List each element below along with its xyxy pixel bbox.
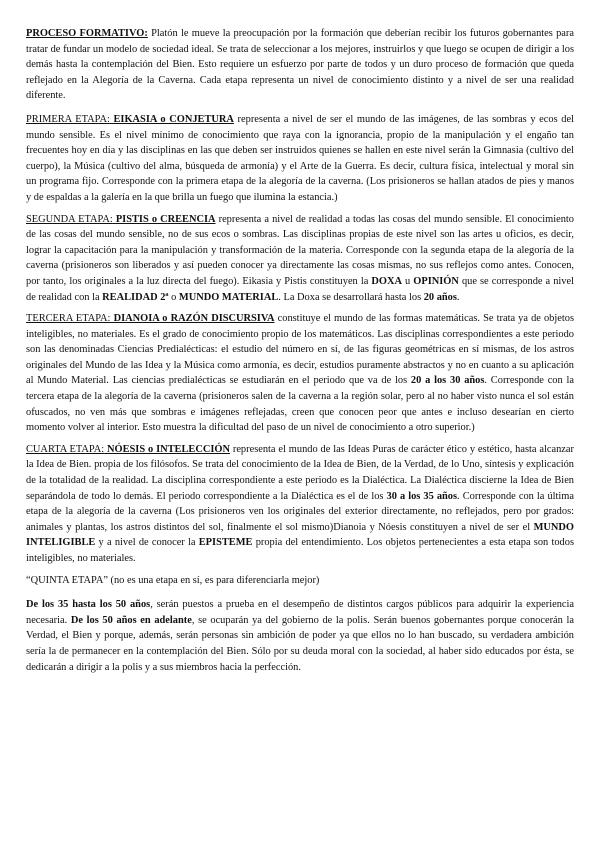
term-opinion: OPINIÓN [413,275,459,287]
document-page [26,26,574,681]
tercera-etapa-text: constituye el mundo de las formas matemáticas. Se trata ya de objetos inteligibles, no materiales. Es el grado de conocimiento propio de los matemáticos. Las disciplinas correspondientes a este periodo son las denominadas Ciencias Predialécticas: el estudio del número en sí, de las figuras geométricas en sí mismas, de los astros originales del Mundo de las Idea y la Música como armonía, es decir, estudios puramente abstractos y no en cuanto a su aplicación al Mundo Material. Las ciencias predialécticas se estudiarán en el periodo que va de los [26,313,575,387]
quinta-etapa-text: “QUINTA ETAPA” (no es una etapa en sí, es para diferenciarla mejor) [26,574,320,586]
segunda-etapa-text: . La Doxa se desarrollará hasta los [278,291,424,303]
cuarta-etapa-text: y a nivel de conocer la [95,537,199,549]
paragraph-segunda-etapa [26,212,574,306]
stage-label-primera: PRIMERA ETAPA: [26,113,110,125]
years-dianoia: 20 a los 30 años [410,375,485,387]
paragraph-tercera-etapa [26,311,574,436]
cuarta-etapa-text: representa el mundo de las Ideas Puras de carácter ético y estético, hasta alcanzar la Idea de Bien. propia de los filósofos. Se trata del conocimiento de la Idea de Bien, de la Verdad, de lo Uno, síntesis y explicación de la totalidad de la realidad. La disciplina correspondiente a este periodo es la Dialéctica. La Dialéctica discierne la Idea de Bien separándola de todo lo demás. El periodo correspondiente a la Dialéctica es el de los [26,443,574,502]
term-doxa: DOXA [371,275,402,287]
segunda-etapa-text: que se corresponde a nivel de realidad con la [26,275,574,303]
years-35-50: De los 35 hasta los 50 años [26,599,151,611]
stage-label-segunda: SEGUNDA ETAPA: [26,213,113,225]
term-eikasia: EIKASIA o CONJETURA [113,113,234,125]
term-episteme: EPISTEME [198,537,253,549]
term-realidad: REALIDAD 2ª [102,291,169,303]
term-mundo-inteligible: MUNDO INTELIGIBLE [26,521,574,549]
term-pistis: PISTIS o CREENCIA [115,213,216,225]
segunda-etapa-text: u [401,275,414,287]
years-50-onward: De los 50 años en adelante [70,614,192,626]
paragraph-final [26,597,574,675]
stage-label-cuarta: CUARTA ETAPA: [26,443,105,455]
tercera-etapa-text: . Corresponde con la tercera etapa de la alegoría de la caverna (prisioneros salen de la caverna a la región solar, pero al no haber visto nunca el sol están ofuscados, no ven más que sombras e imágenes reflejadas, creen que conocen peor que antes e incluso desearían en cierto momento volver al interior. Esto muestra la dificultad del paso de un nivel de conocimiento a otro superior.) [26,375,574,434]
final-text: , serán puestos a prueba en el desempeño de distintos cargos públicos para adquirir la experiencia necesaria. [26,599,574,626]
segunda-etapa-text: o [168,291,179,303]
paragraph-quinta-etapa [26,573,574,589]
final-text: , se ocuparán ya del gobierno de la polis. Serán buenos gobernantes porque conocerán la Verdad, el Bien y porque, además, serán personas sin ambición de poder ya que ellos no lo han buscado, su verdadera ambición sería la de permanecer en la contemplación del Bien. Sólo por su deuda moral con la sociedad, al haber sido educados por ésta, se dedicarán a dirigir a la polis y a sus miembros hacia la perfección. [26,614,574,673]
primera-etapa-text: representa a nivel de ser el mundo de las imágenes, de las sombras y ecos del mundo sensible. Es el nivel mínimo de conocimiento que raya con la ignorancia, propio de la manipulación y el engaño tan frecuentes hoy en día y las disciplinas en las que deben ser instruidos quienes se hallen en este nivel serán la Gimnasia (cultivo del cuerpo), la Música (cultivo del alma, búsqueda de armonía) y el Arte de la Guerra. Es decir, cultura física, intelectual y moral sin un programa fijo. Corresponde con la primera etapa de la alegoría de la caverna. (Los prisioneros se hallan atados de pies y manos y de espaldas a la galería en la que brilla un fuego que ilumina la estancia.) [26,113,574,203]
proceso-formativo-text: Platón le mueve la preocupación por la formación que deberían recibir los futuros gobernantes para tratar de fundar un modelo de sociedad ideal. Se trata de seleccionar a los mejores, instruirlos y que luego se ocupen de dirigir a los demás hasta la contemplación del Bien. Esto requiere un esfuerzo por parte de todos y un duro proceso de formación que queda reflejado en la Alegoría de la Caverna. Cada etapa representa un nivel de conocimiento distinto y a nivel de ser una realidad diferente. [26,28,574,102]
years-noesis: 30 a los 35 años [386,490,458,502]
paragraph-primera-etapa [26,112,574,206]
cuarta-etapa-text: . Corresponde con la última etapa de la alegoría de la caverna (Los prisioneros ven los originales del exterior directamente, no reflejados, pero por grados: animales y plantas, los astros distintos del sol, finalmente el sol mismo)Dianoia y Nóesis constituyen a nivel de ser el [26,490,574,533]
heading-proceso-formativo: PROCESO FORMATIVO: [26,28,148,39]
term-noesis: NÓESIS o INTELECCIÓN [107,443,230,455]
term-mundo-material: MUNDO MATERIAL [178,291,279,303]
paragraph-proceso-formativo [26,26,574,104]
cuarta-etapa-text: propia del entendimiento. Los objetos pertenecientes a esta etapa son todos inteligibles, no materiales. [26,537,574,564]
years-doxa: 20 años [423,291,457,303]
stage-label-tercera: TERCERA ETAPA: [26,313,111,325]
term-dianoia: DIANOIA o RAZÓN DISCURSIVA [113,313,275,325]
segunda-etapa-text: . [456,291,460,303]
segunda-etapa-text: representa a nivel de realidad a todas las cosas del mundo sensible. El conocimiento de las cosas del mundo sensible, no de sus ecos o sombras. Las disciplinas propias de este nivel son las artes u oficios, es decir, lograr la capacitación para la manipulación y transformación de la materia. Corresponde con la segunda etapa de la alegoría de la caverna (prisioneros son liberados y así pueden conocer ya directamente las cosas mismas, no sus reflejos como antes. Conocen, por tanto, los originales a la luz directa del fuego). Eikasia y Pistis constituyen la [26,213,574,287]
paragraph-cuarta-etapa [26,442,574,567]
